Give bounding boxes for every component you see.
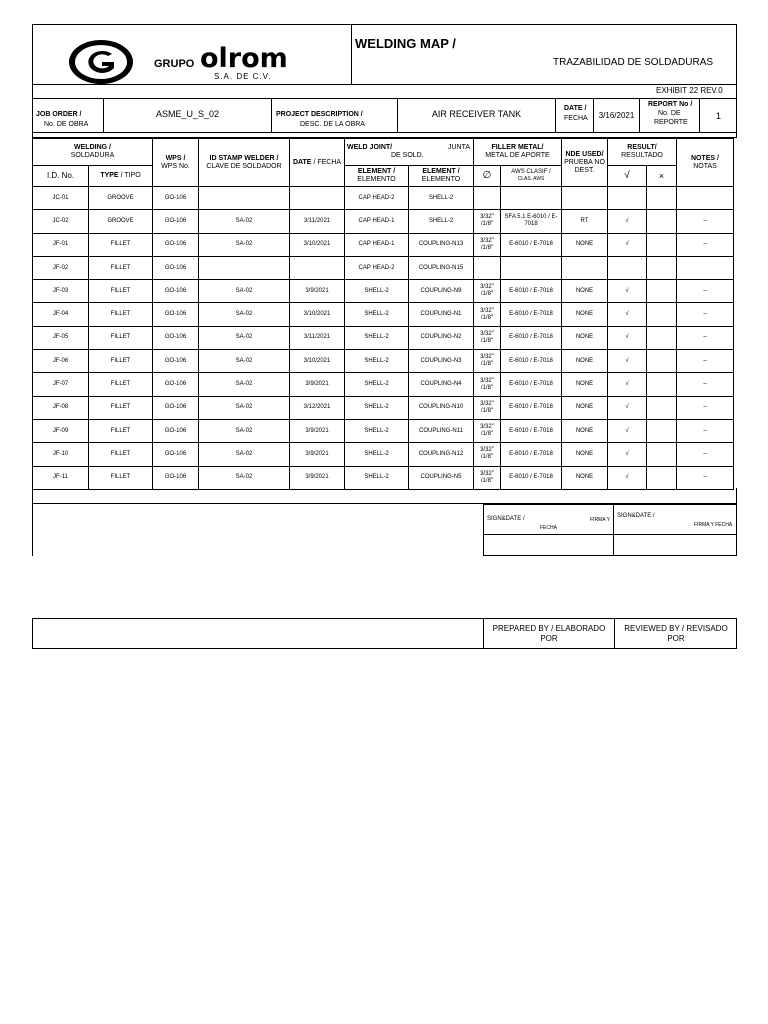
cell-stamp: SA-02 xyxy=(199,396,290,419)
cell-date: 3/11/2021 xyxy=(290,326,345,349)
cell-nde xyxy=(562,187,608,210)
cell-notes xyxy=(677,187,734,210)
cell-result-bad xyxy=(647,373,677,396)
cell-stamp: SA-02 xyxy=(199,373,290,396)
cell-result-ok: √ xyxy=(608,443,647,466)
col-element-1: ELEMENT / ELEMENTO xyxy=(345,166,409,187)
table-row xyxy=(33,233,734,256)
cell-nde: NONE xyxy=(562,303,608,326)
cell-aws: E-6010 / E-7018 xyxy=(501,326,562,349)
logo-sa: S.A. DE C.V. xyxy=(214,72,272,81)
table-row xyxy=(33,419,734,442)
cell-element-2: COUPLING-N12 xyxy=(409,443,474,466)
cell-stamp: SA-02 xyxy=(199,419,290,442)
cell-date xyxy=(290,187,345,210)
cell-element-1: CAP HEAD-1 xyxy=(345,210,409,233)
cell-id: JF-04 xyxy=(33,303,89,326)
cell-type: GROOVE xyxy=(89,210,153,233)
cell-aws: E-6010 / E-7018 xyxy=(501,419,562,442)
cell-result-ok: √ xyxy=(608,280,647,303)
cell-aws: E-6010 / E-7018 xyxy=(501,373,562,396)
col-filler: FILLER METAL/ METAL DE APORTE xyxy=(474,139,562,166)
cell-date xyxy=(290,256,345,279)
exhibit-label: EXHIBIT 22 REV.0 xyxy=(656,86,723,95)
cell-result-bad xyxy=(647,303,677,326)
cell-notes xyxy=(677,256,734,279)
cell-wps: GO-106 xyxy=(153,210,199,233)
cell-element-1: SHELL-2 xyxy=(345,419,409,442)
col-welding: WELDING / SOLDADURA xyxy=(33,139,153,166)
cell-type: FILLET xyxy=(89,303,153,326)
cell-date: 3/9/2021 xyxy=(290,466,345,489)
cell-date: 3/11/2021 xyxy=(290,210,345,233)
cell-diameter: 3/32" /1/8" xyxy=(474,350,501,373)
cell-notes: – xyxy=(677,419,734,442)
table-row xyxy=(33,396,734,419)
cell-date: 3/10/2021 xyxy=(290,303,345,326)
table-row xyxy=(33,210,734,233)
cell-aws: E-6010 / E-7018 xyxy=(501,443,562,466)
cell-nde: NONE xyxy=(562,326,608,349)
header-divider xyxy=(351,24,352,84)
logo-mark-icon xyxy=(68,38,134,86)
cell-notes: – xyxy=(677,303,734,326)
cell-aws xyxy=(501,256,562,279)
cell-wps: GO-106 xyxy=(153,280,199,303)
cell-stamp xyxy=(199,187,290,210)
cell-diameter: 3/32" /1/8" xyxy=(474,210,501,233)
cell-notes: – xyxy=(677,326,734,349)
table-row xyxy=(33,303,734,326)
cell-result-ok: √ xyxy=(608,396,647,419)
cell-stamp: SA-02 xyxy=(199,326,290,349)
col-date: DATE / FECHA xyxy=(290,139,345,187)
date-value: 3/16/2021 xyxy=(594,99,640,132)
cell-nde: NONE xyxy=(562,466,608,489)
cell-result-bad xyxy=(647,210,677,233)
cell-id: JF-02 xyxy=(33,256,89,279)
sign-box-2: SIGN&DATE / FIRMA Y FECHA xyxy=(613,504,737,556)
cell-wps: GO-106 xyxy=(153,443,199,466)
cell-result-ok xyxy=(608,256,647,279)
cell-wps: GO-106 xyxy=(153,466,199,489)
cell-nde: NONE xyxy=(562,280,608,303)
cell-result-bad xyxy=(647,396,677,419)
cell-diameter: 3/32" /1/8" xyxy=(474,233,501,256)
cell-result-ok: √ xyxy=(608,350,647,373)
signature-area xyxy=(32,488,737,504)
cell-diameter: 3/32" /1/8" xyxy=(474,326,501,349)
cell-nde xyxy=(562,256,608,279)
cell-nde: NONE xyxy=(562,443,608,466)
cell-element-2: COUPLING-N15 xyxy=(409,256,474,279)
sign-box-1: SIGN&DATE / FIRMA Y FECHA xyxy=(483,504,614,556)
cell-result-ok: √ xyxy=(608,210,647,233)
cell-result-bad xyxy=(647,187,677,210)
cell-notes: – xyxy=(677,350,734,373)
cell-element-1: CAP HEAD-1 xyxy=(345,233,409,256)
cell-type: FILLET xyxy=(89,396,153,419)
cell-nde: NONE xyxy=(562,396,608,419)
table-body xyxy=(33,187,734,490)
logo-brand: olrom xyxy=(200,43,288,74)
cell-date: 3/9/2021 xyxy=(290,280,345,303)
info-row-bottom xyxy=(32,132,737,133)
cell-wps: GO-106 xyxy=(153,326,199,349)
cell-stamp: SA-02 xyxy=(199,466,290,489)
cell-stamp: SA-02 xyxy=(199,233,290,256)
cell-notes: – xyxy=(677,396,734,419)
cell-result-bad xyxy=(647,419,677,442)
cell-element-2: SHELL-2 xyxy=(409,210,474,233)
project-cell: PROJECT DESCRIPTION / DESC. DE LA OBRA xyxy=(272,99,398,132)
col-id-no: I.D. No. xyxy=(33,166,89,187)
cell-type: FILLET xyxy=(89,466,153,489)
cell-nde: NONE xyxy=(562,419,608,442)
cell-id: JF-09 xyxy=(33,419,89,442)
cell-type: FILLET xyxy=(89,280,153,303)
cell-aws: SFA 5.1 E-6010 / E-7018 xyxy=(501,210,562,233)
col-result-ok: √ xyxy=(608,166,647,187)
col-notes: NOTES / NOTAS xyxy=(677,139,734,187)
logo xyxy=(62,36,302,86)
col-stamp: ID STAMP WELDER / CLAVE DE SOLDADOR xyxy=(199,139,290,187)
col-result-bad: × xyxy=(647,166,677,187)
job-order-cell: JOB ORDER / No. DE OBRA xyxy=(32,99,104,132)
cell-aws: E-6010 / E-7018 xyxy=(501,350,562,373)
cell-notes: – xyxy=(677,233,734,256)
cell-diameter xyxy=(474,256,501,279)
cell-diameter: 3/32" /1/8" xyxy=(474,443,501,466)
cell-result-bad xyxy=(647,326,677,349)
cell-type: FILLET xyxy=(89,373,153,396)
cell-diameter: 3/32" /1/8" xyxy=(474,466,501,489)
table-row xyxy=(33,280,734,303)
cell-result-bad xyxy=(647,443,677,466)
cell-notes: – xyxy=(677,373,734,396)
cell-result-ok: √ xyxy=(608,419,647,442)
cell-diameter: 3/32" /1/8" xyxy=(474,303,501,326)
cell-element-2: COUPLING-N11 xyxy=(409,419,474,442)
cell-id: JF-10 xyxy=(33,443,89,466)
logo-grupo: GRUPO xyxy=(154,58,195,70)
col-aws: AWS CLASIF / CLAS. AWS xyxy=(501,166,562,187)
cell-id: JF-03 xyxy=(33,280,89,303)
cell-result-bad xyxy=(647,466,677,489)
cell-date: 3/9/2021 xyxy=(290,419,345,442)
cell-aws: E-6010 / E-7018 xyxy=(501,280,562,303)
cell-element-1: SHELL-2 xyxy=(345,466,409,489)
cell-type: FILLET xyxy=(89,326,153,349)
cell-aws: E-6010 / E-7018 xyxy=(501,466,562,489)
cell-result-ok: √ xyxy=(608,326,647,349)
col-diameter: ∅ xyxy=(474,166,501,187)
cell-notes: – xyxy=(677,443,734,466)
cell-element-1: CAP HEAD-2 xyxy=(345,187,409,210)
cell-id: JF-07 xyxy=(33,373,89,396)
cell-element-1: SHELL-2 xyxy=(345,326,409,349)
cell-wps: GO-106 xyxy=(153,233,199,256)
cell-date: 3/9/2021 xyxy=(290,443,345,466)
cell-date: 3/10/2021 xyxy=(290,233,345,256)
cell-result-ok xyxy=(608,187,647,210)
date-cell: DATE / FECHA xyxy=(556,99,594,132)
prepared-by: PREPARED BY / ELABORADO POR xyxy=(483,619,614,648)
cell-result-ok: √ xyxy=(608,466,647,489)
cell-aws xyxy=(501,187,562,210)
cell-wps: GO-106 xyxy=(153,256,199,279)
cell-result-bad xyxy=(647,233,677,256)
cell-type: FILLET xyxy=(89,443,153,466)
cell-wps: GO-106 xyxy=(153,373,199,396)
cell-diameter: 3/32" /1/8" xyxy=(474,280,501,303)
cell-diameter: 3/32" /1/8" xyxy=(474,419,501,442)
job-order-value: ASME_U_S_02 xyxy=(104,99,272,132)
cell-stamp: SA-02 xyxy=(199,350,290,373)
cell-notes: – xyxy=(677,280,734,303)
cell-stamp: SA-02 xyxy=(199,303,290,326)
page-subtitle: TRAZABILIDAD DE SOLDADURAS xyxy=(553,57,714,68)
cell-wps: GO-106 xyxy=(153,396,199,419)
cell-aws: E-6010 / E-7018 xyxy=(501,396,562,419)
cell-result-ok: √ xyxy=(608,303,647,326)
cell-stamp: SA-02 xyxy=(199,280,290,303)
col-element-2: ELEMENT / ELEMENTO xyxy=(409,166,474,187)
cell-element-1: SHELL-2 xyxy=(345,303,409,326)
exhibit-row xyxy=(32,84,737,99)
cell-aws: E-6010 / E-7018 xyxy=(501,233,562,256)
table-row xyxy=(33,466,734,489)
cell-date: 3/9/2021 xyxy=(290,373,345,396)
report-cell: REPORT No / No. DE REPORTE xyxy=(640,99,700,132)
cell-element-2: SHELL-2 xyxy=(409,187,474,210)
cell-notes: – xyxy=(677,466,734,489)
cell-element-2: COUPLING-N13 xyxy=(409,233,474,256)
cell-wps: GO-106 xyxy=(153,303,199,326)
table-row xyxy=(33,326,734,349)
cell-diameter: 3/32" /1/8" xyxy=(474,373,501,396)
table-row xyxy=(33,256,734,279)
cell-id: JF-08 xyxy=(33,396,89,419)
cell-stamp xyxy=(199,256,290,279)
page-title: WELDING MAP / xyxy=(355,36,456,51)
cell-type: GROOVE xyxy=(89,187,153,210)
cell-element-1: CAP HEAD-2 xyxy=(345,256,409,279)
report-value: 1 xyxy=(715,110,721,121)
cell-date: 3/10/2021 xyxy=(290,350,345,373)
cell-id: JF-01 xyxy=(33,233,89,256)
table-row xyxy=(33,350,734,373)
table-row xyxy=(33,373,734,396)
col-wps: WPS / WPS No. xyxy=(153,139,199,187)
cell-result-ok: √ xyxy=(608,233,647,256)
cell-aws: E-6010 / E-7018 xyxy=(501,303,562,326)
table-row xyxy=(33,187,734,210)
cell-nde: RT xyxy=(562,210,608,233)
cell-element-2: COUPLING-N1 xyxy=(409,303,474,326)
cell-type: FILLET xyxy=(89,233,153,256)
cell-id: JC-01 xyxy=(33,187,89,210)
reviewed-by: REVIEWED BY / REVISADO POR xyxy=(614,619,737,648)
cell-element-1: SHELL-2 xyxy=(345,373,409,396)
project-value: AIR RECEIVER TANK xyxy=(398,99,556,132)
cell-type: FILLET xyxy=(89,350,153,373)
cell-date: 3/12/2021 xyxy=(290,396,345,419)
cell-result-ok: √ xyxy=(608,373,647,396)
cell-type: FILLET xyxy=(89,419,153,442)
cell-nde: NONE xyxy=(562,233,608,256)
cell-type: FILLET xyxy=(89,256,153,279)
cell-result-bad xyxy=(647,256,677,279)
cell-diameter: 3/32" /1/8" xyxy=(474,396,501,419)
cell-result-bad xyxy=(647,350,677,373)
cell-element-2: COUPLING-N10 xyxy=(409,396,474,419)
cell-wps: GO-106 xyxy=(153,187,199,210)
col-result: RESULT/ RESULTADO xyxy=(608,139,677,166)
cell-element-1: SHELL-2 xyxy=(345,350,409,373)
col-type: TYPE / TIPO xyxy=(89,166,153,187)
cell-id: JF-06 xyxy=(33,350,89,373)
cell-element-2: COUPLING-N9 xyxy=(409,280,474,303)
cell-wps: GO-106 xyxy=(153,419,199,442)
table-row xyxy=(33,443,734,466)
cell-id: JF-05 xyxy=(33,326,89,349)
cell-element-2: COUPLING-N2 xyxy=(409,326,474,349)
cell-diameter xyxy=(474,187,501,210)
cell-wps: GO-106 xyxy=(153,350,199,373)
cell-nde: NONE xyxy=(562,373,608,396)
cell-id: JF-11 xyxy=(33,466,89,489)
cell-result-bad xyxy=(647,280,677,303)
cell-element-1: SHELL-2 xyxy=(345,443,409,466)
cell-stamp: SA-02 xyxy=(199,210,290,233)
cell-element-1: SHELL-2 xyxy=(345,396,409,419)
left-border-ext xyxy=(32,504,33,556)
cell-notes: – xyxy=(677,210,734,233)
col-joint: WELD JOINT/ JUNTA DE SOLD. xyxy=(345,139,474,166)
cell-element-1: SHELL-2 xyxy=(345,280,409,303)
welding-table xyxy=(32,138,734,490)
cell-nde: NONE xyxy=(562,350,608,373)
cell-element-2: COUPLING-N3 xyxy=(409,350,474,373)
cell-stamp: SA-02 xyxy=(199,443,290,466)
cell-id: JC-02 xyxy=(33,210,89,233)
col-nde: NDE USED/ PRUEBA NO DEST. xyxy=(562,139,608,187)
cell-element-2: COUPLING-N5 xyxy=(409,466,474,489)
cell-element-2: COUPLING-N4 xyxy=(409,373,474,396)
